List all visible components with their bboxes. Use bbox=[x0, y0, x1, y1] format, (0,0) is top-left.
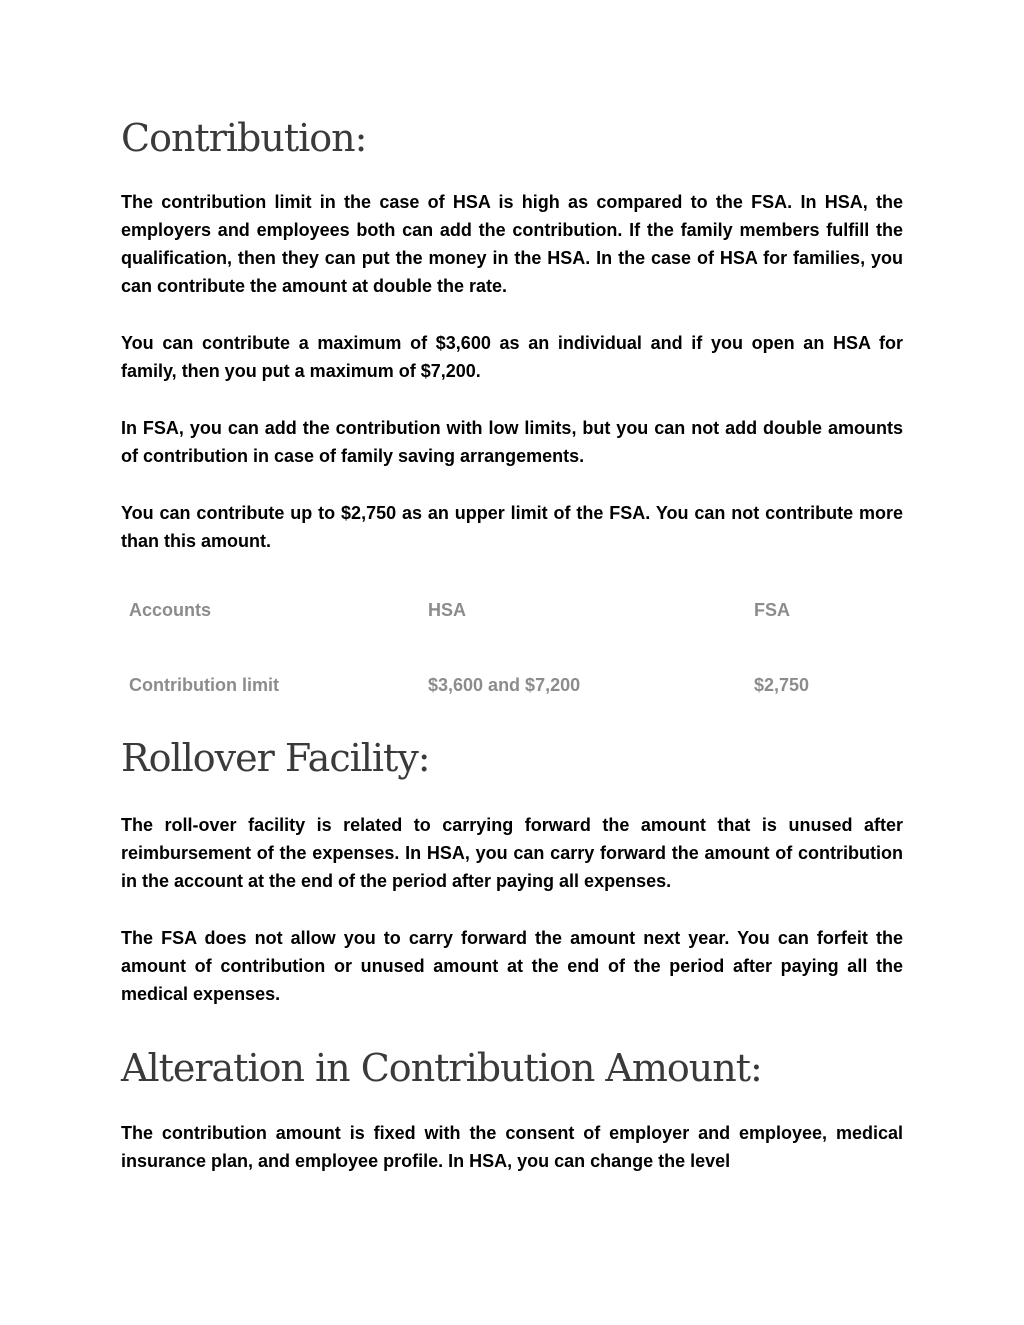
paragraph: In FSA, you can add the contribution with low limits, but you can not add double amounts of contribution in case of family saving arrangements. bbox=[121, 417, 903, 466]
paragraph: You can contribute up to $2,750 as an upper limit of the FSA. You can not contribute more than this amount. bbox=[121, 502, 903, 551]
table-header-row bbox=[121, 596, 903, 624]
table-header-cell: Accounts bbox=[129, 599, 212, 620]
paragraph: The FSA does not allow you to carry forward the amount next year. You can forfeit the amount of contribution or unused amount at the end of the period after paying all the medical expenses. bbox=[121, 927, 903, 1004]
table-header-cell: HSA bbox=[428, 599, 467, 620]
table-cell: $3,600 and $7,200 bbox=[428, 674, 581, 695]
paragraph: You can contribute a maximum of $3,600 as an individual and if you open an HSA for family, then you put a maximum of $7,200. bbox=[121, 332, 903, 381]
paragraph: The contribution limit in the case of HSA is high as compared to the FSA. In HSA, the employers and employees both can add the contribution. If the family members fulfill the qualification, then they can put the money in the HSA. In the case of HSA for families, you can contribute the amount at double the rate. bbox=[121, 191, 903, 296]
heading-rollover-facility: Rollover Facility: bbox=[121, 735, 430, 780]
contribution-limit-table bbox=[121, 596, 903, 699]
document-page bbox=[121, 0, 903, 1175]
table-row bbox=[121, 671, 903, 699]
table-header-cell: FSA bbox=[754, 599, 790, 620]
table-cell: $2,750 bbox=[754, 674, 810, 695]
table-cell: Contribution limit bbox=[129, 674, 279, 695]
heading-alteration-in-contribution-amount: Alteration in Contribution Amount: bbox=[121, 1045, 762, 1090]
paragraph: The roll-over facility is related to carrying forward the amount that is unused after reimbursement of the expenses. In HSA, you can carry forward the amount of contribution in the account at the end of the period after paying all expenses. bbox=[121, 814, 903, 891]
paragraph: The contribution amount is fixed with the consent of employer and employee, medical insurance plan, and employee profile. In HSA, you can change the level bbox=[121, 1123, 903, 1172]
heading-contribution: Contribution: bbox=[121, 116, 367, 160]
